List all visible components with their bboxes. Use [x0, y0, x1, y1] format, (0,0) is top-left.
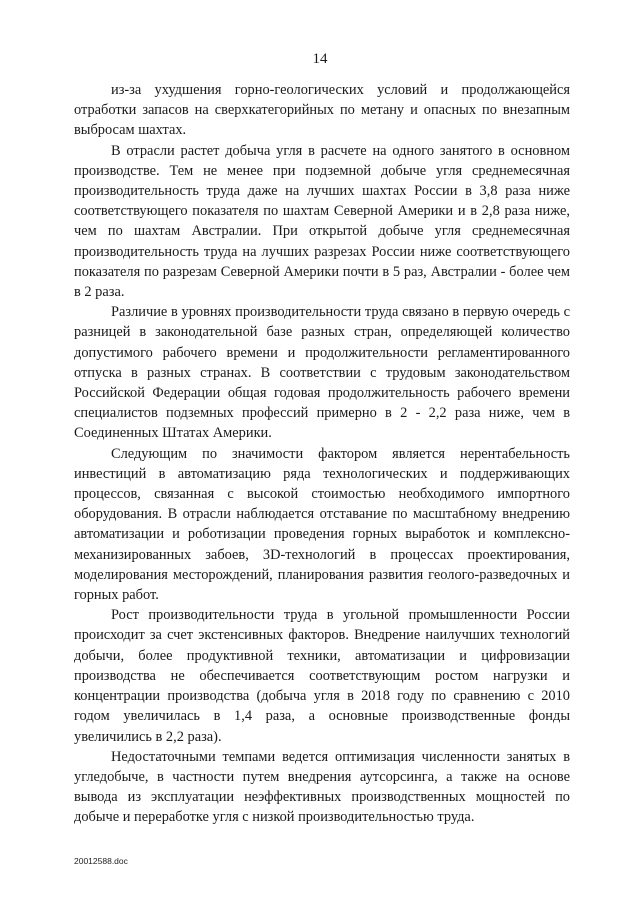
paragraph-coal-productivity: В отрасли растет добыча угля в расчете на одного занятого в основном производстве. Тем не менее при подземной добыче угля среднемесячная производительность труда даже на лучших шахтах России в 3,8 раза ниже соответствующего показателя по шахтам Северной Америки и в 2,8 раза ниже, чем по шахтам Австралии. При открытой добыче угля среднемесячная производительность труда на лучших разрезах России ниже соответствующего показателя по разрезам Северной Америки почти в 5 раз, Австралии - более чем в 2 раза.: [74, 142, 570, 301]
paragraph-continuation: из-за ухудшения горно-геологических условий и продолжающейся отработки запасов на сверхкатегорийных по метану и опасных по внезапным выбросам шахтах.: [74, 82, 570, 139]
page-number: 14: [312, 51, 328, 67]
body-text: [74, 80, 570, 828]
paragraph-staff-optimization: Недостаточными темпами ведется оптимизация численности занятых в угледобыче, в частности путем внедрения аутсорсинга, а также на основе вывода из эксплуатации неэффективных производственных мощностей по добыче и переработке угля с низкой производительностью труда.: [74, 748, 570, 826]
paragraph-legislation-difference: Различие в уровнях производительности труда связано в первую очередь с разницей в законодательной базе разных стран, определяющей количество допустимого рабочего времени и продолжительности регламентированного отпуска в разных странах. В соответствии с трудовым законодательством Российской Федерации общая годовая продолжительность рабочего времени специалистов подземных профессий примерно в 2 - 2,2 раза ниже, чем в Соединенных Штатах Америки.: [74, 304, 570, 442]
paragraph-extensive-growth: Рост производительности труда в угольной промышленности России происходит за счет экстенсивных факторов. Внедрение наилучших технологий добычи, более продуктивной техники, автоматизации и цифровизации производства не обеспечивается соответствующим ростом нагрузки и концентрации производства (добыча угля в 2018 году по сравнению с 2010 годом увеличилась в 1,4 раза, а основные производственные фонды увеличились в 2,2 раза).: [74, 607, 570, 745]
paragraph-automation-investment: Следующим по значимости фактором является нерентабельность инвестиций в автоматизацию ряда технологических и поддерживающих процессов, связанная с высокой стоимостью необходимого импортного оборудования. В отрасли наблюдается отставание по масштабному внедрению автоматизации и роботизации проведения горных выработок и комплексно-механизированных забоев, 3D-технологий в процессах проектирования, моделирования месторождений, планирования развития геолого-разведочных и горных работ.: [74, 445, 570, 604]
footer-filename: 20012588.doc: [74, 856, 128, 866]
